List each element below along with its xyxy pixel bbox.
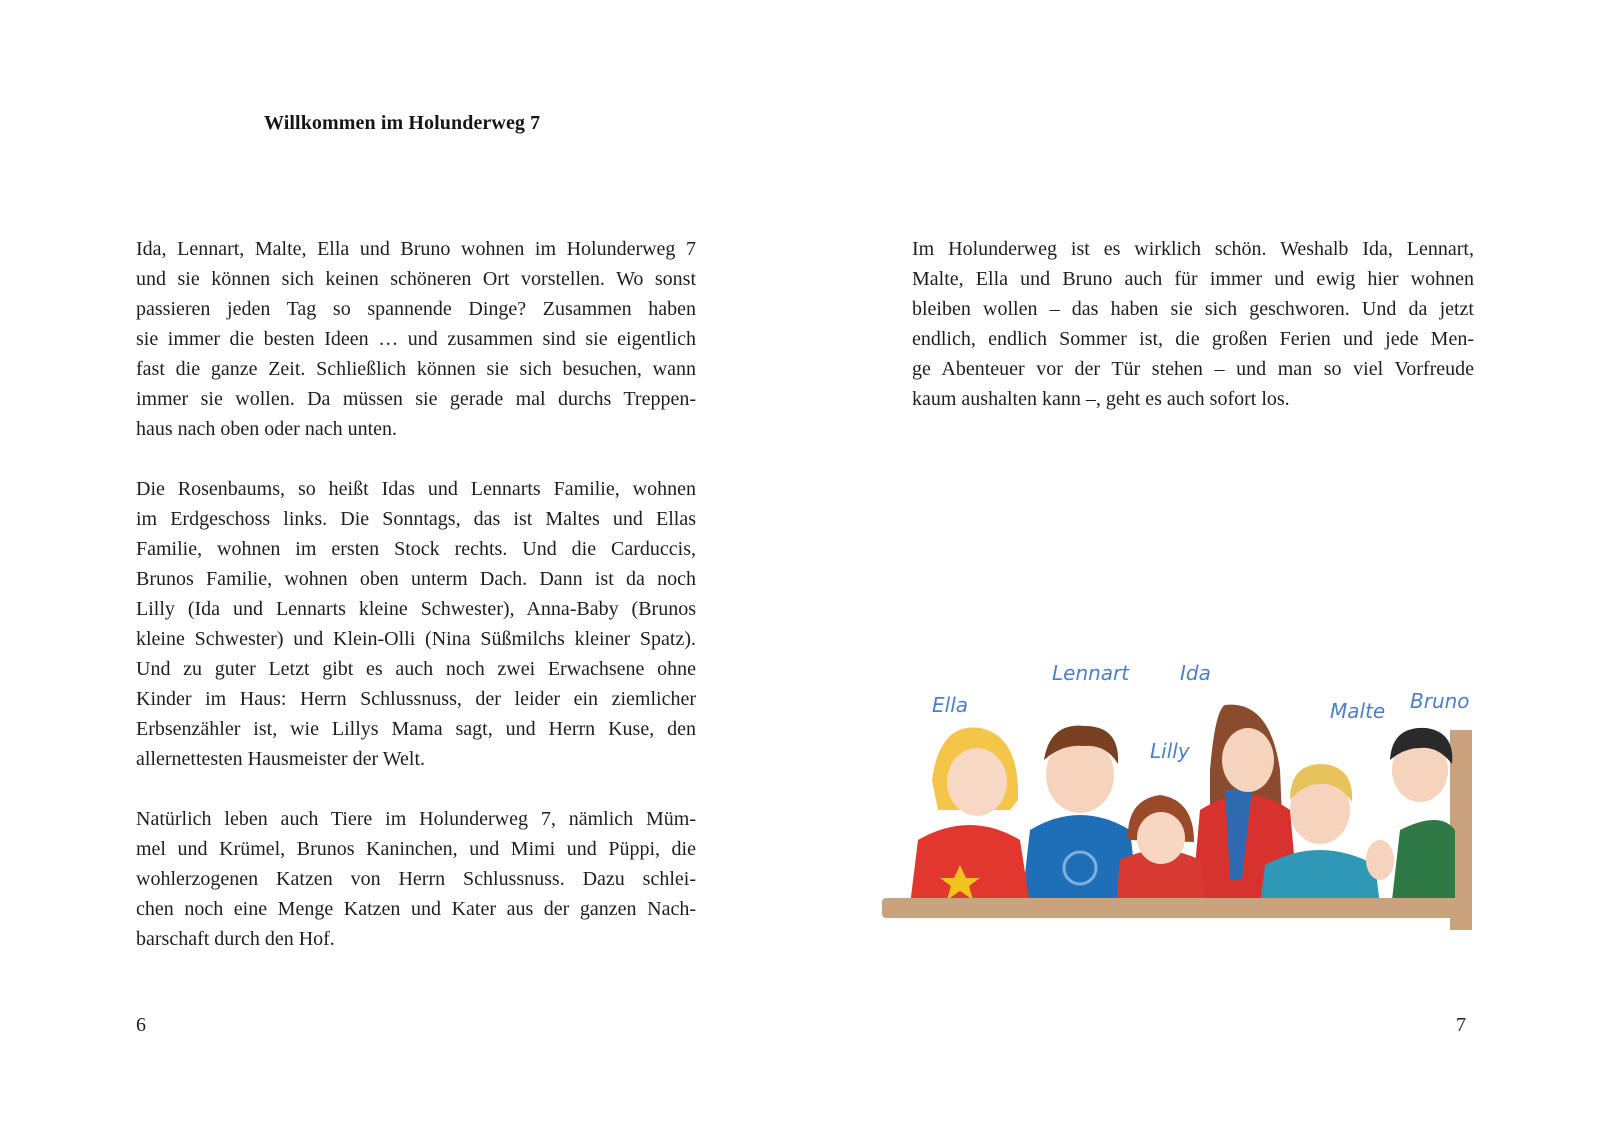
figure-ella bbox=[910, 727, 1030, 905]
left-text-column bbox=[136, 234, 696, 984]
chapter-title: Willkommen im Holunderweg 7 bbox=[264, 112, 541, 134]
paragraph bbox=[912, 234, 1474, 414]
text-line: fast die ganze Zeit. Schließlich können sie sich besuchen, wann bbox=[136, 358, 696, 380]
label-ida: Ida bbox=[1180, 661, 1211, 685]
label-malte: Malte bbox=[1330, 699, 1386, 723]
paragraph bbox=[136, 804, 696, 954]
text-line: kleine Schwester) und Klein-Olli (Nina Süßmilchs kleiner Spatz). bbox=[136, 628, 696, 650]
text-line: Und zu guter Letzt gibt es auch noch zwei Erwachsene ohne bbox=[136, 658, 696, 680]
paragraph bbox=[136, 234, 696, 444]
text-line: Familie, wohnen im ersten Stock rechts. Und die Carduccis, bbox=[136, 538, 696, 560]
label-ella: Ella bbox=[932, 693, 969, 717]
text-line: Im Holunderweg ist es wirklich schön. Weshalb Ida, Lennart, bbox=[912, 238, 1474, 260]
text-line: mel und Krümel, Brunos Kaninchen, und Mimi und Püppi, die bbox=[136, 838, 696, 860]
children-illustration bbox=[880, 660, 1500, 950]
text-line: passieren jeden Tag so spannende Dinge? Zusammen haben bbox=[136, 298, 696, 320]
page-number-left: 6 bbox=[136, 1014, 146, 1036]
text-line: Kinder im Haus: Herrn Schlussnuss, der leider ein ziemlicher bbox=[136, 688, 696, 710]
text-line: Malte, Ella und Bruno auch für immer und ewig hier wohnen bbox=[912, 268, 1474, 290]
text-line: bleiben wollen – das haben sie sich geschworen. Und da jetzt bbox=[912, 298, 1474, 320]
paragraph bbox=[136, 474, 696, 774]
text-line: kaum aushalten kann –, geht es auch sofort los. bbox=[912, 388, 1290, 410]
text-line: Lilly (Ida und Lennarts kleine Schwester), Anna-Baby (Brunos bbox=[136, 598, 696, 620]
label-lennart: Lennart bbox=[1052, 661, 1130, 685]
text-line: haus nach oben oder nach unten. bbox=[136, 418, 398, 440]
text-line: und sie können sich keinen schöneren Ort vorstellen. Wo sonst bbox=[136, 268, 696, 290]
figure-bruno bbox=[1366, 728, 1455, 900]
text-line: sie immer die besten Ideen … und zusammen sind sie eigentlich bbox=[136, 328, 696, 350]
text-line: immer sie wollen. Da müssen sie gerade mal durchs Treppen- bbox=[136, 388, 696, 410]
text-line: barschaft durch den Hof. bbox=[136, 928, 335, 950]
label-lilly: Lilly bbox=[1150, 739, 1190, 763]
text-line: im Erdgeschoss links. Die Sonntags, das ist Maltes und Ellas bbox=[136, 508, 696, 530]
text-line: allernettesten Hausmeister der Welt. bbox=[136, 748, 426, 770]
right-text-column bbox=[912, 234, 1474, 444]
text-line: chen noch eine Menge Katzen und Kater aus der ganzen Nach- bbox=[136, 898, 696, 920]
text-line: wohlerzogenen Katzen von Herrn Schlussnuss. Dazu schlei- bbox=[136, 868, 696, 890]
page-number-right: 7 bbox=[1456, 1014, 1466, 1036]
text-line: Brunos Familie, wohnen oben unterm Dach. Dann ist da noch bbox=[136, 568, 696, 590]
text-line: Natürlich leben auch Tiere im Holunderweg 7, nämlich Müm- bbox=[136, 808, 696, 830]
text-line: ge Abenteuer vor der Tür stehen – und man so viel Vorfreude bbox=[912, 358, 1474, 380]
label-bruno: Bruno bbox=[1410, 689, 1470, 713]
text-line: Ida, Lennart, Malte, Ella und Bruno wohnen im Holunderweg 7 bbox=[136, 238, 696, 260]
text-line: Die Rosenbaums, so heißt Idas und Lennarts Familie, wohnen bbox=[136, 478, 696, 500]
text-line: Erbsenzähler ist, wie Lillys Mama sagt, und Herrn Kuse, den bbox=[136, 718, 696, 740]
text-line: endlich, endlich Sommer ist, die großen Ferien und jede Men- bbox=[912, 328, 1474, 350]
right-page bbox=[800, 0, 1600, 1129]
window-sill bbox=[882, 898, 1472, 918]
